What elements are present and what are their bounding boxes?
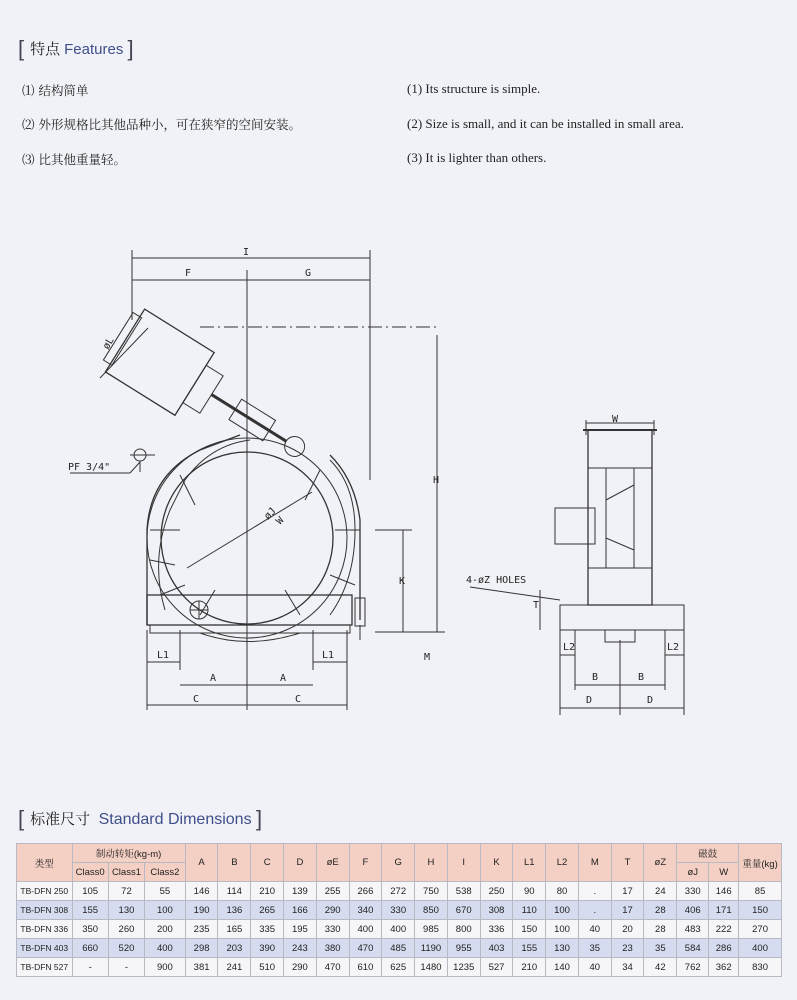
feature-en-2: (2) Size is small, and it can be installed in small area.	[407, 116, 684, 131]
col-header-class1: Class1	[108, 863, 144, 882]
table-cell: 105	[72, 882, 108, 901]
table-cell: 286	[709, 939, 739, 958]
table-cell: 190	[185, 901, 218, 920]
table-cell: 330	[316, 920, 349, 939]
label-C-left: C	[193, 694, 200, 705]
table-cell: 270	[739, 920, 782, 939]
table-cell: 90	[513, 882, 546, 901]
table-cell: 17	[611, 882, 644, 901]
col-header-L2: L2	[546, 844, 579, 882]
dimensions-heading-zh: 标准尺寸	[30, 811, 91, 828]
table-row	[17, 920, 782, 939]
col-header-phiE: øE	[316, 844, 349, 882]
table-cell: .	[578, 901, 611, 920]
feature-zh-3: ⑶ 比其他重量轻。	[22, 152, 126, 167]
table-cell: 483	[677, 920, 709, 939]
label-M: M	[424, 652, 431, 663]
table-row	[17, 958, 782, 977]
label-B-right: B	[638, 672, 645, 683]
table-cell: 381	[185, 958, 218, 977]
label-K: K	[399, 576, 406, 587]
table-cell: 900	[145, 958, 186, 977]
table-cell: 28	[644, 901, 677, 920]
col-header-torque: 制动转矩(kg-m)	[72, 844, 185, 863]
table-row	[17, 882, 782, 901]
label-W-front: W	[274, 515, 287, 528]
table-cell: 235	[185, 920, 218, 939]
dimensions-table-body	[17, 882, 782, 977]
table-cell: 336	[480, 920, 513, 939]
feature-zh-2: ⑵ 外形规格比其他品种小，可在狭窄的空间安装。	[22, 117, 301, 132]
table-cell: 195	[284, 920, 317, 939]
label-H: H	[433, 475, 440, 486]
table-cell: 1235	[447, 958, 480, 977]
col-header-W: W	[709, 863, 739, 882]
label-I: I	[243, 247, 250, 258]
table-cell-model: TB-DFN 403	[17, 939, 73, 958]
label-T: T	[533, 600, 540, 611]
table-cell: 350	[72, 920, 108, 939]
table-cell: 200	[145, 920, 186, 939]
table-cell: 150	[739, 901, 782, 920]
table-cell: 830	[739, 958, 782, 977]
col-header-phiZ: øZ	[644, 844, 677, 882]
brake-technical-drawing	[0, 230, 797, 730]
label-D-left: D	[586, 695, 593, 706]
label-C-right: C	[295, 694, 302, 705]
table-cell: 255	[316, 882, 349, 901]
table-cell: 265	[251, 901, 284, 920]
table-cell: 24	[644, 882, 677, 901]
col-header-F: F	[349, 844, 382, 882]
table-cell: 1480	[415, 958, 448, 977]
table-cell: 40	[578, 958, 611, 977]
table-cell: 272	[382, 882, 415, 901]
table-cell: 625	[382, 958, 415, 977]
table-cell: 80	[546, 882, 579, 901]
table-cell: 670	[447, 901, 480, 920]
table-cell: 510	[251, 958, 284, 977]
table-cell: 35	[644, 939, 677, 958]
table-cell: 538	[447, 882, 480, 901]
col-header-model: 类型	[17, 844, 73, 882]
table-cell: 222	[709, 920, 739, 939]
label-L2-right: L2	[667, 642, 680, 653]
table-cell: 470	[316, 958, 349, 977]
table-cell: 527	[480, 958, 513, 977]
table-cell: 28	[644, 920, 677, 939]
label-holes: 4-øZ HOLES	[466, 575, 527, 586]
table-cell: 335	[251, 920, 284, 939]
table-cell: 40	[578, 920, 611, 939]
label-L1-right: L1	[322, 650, 335, 661]
label-D-right: D	[647, 695, 654, 706]
table-cell: 150	[513, 920, 546, 939]
table-cell: 330	[382, 901, 415, 920]
table-cell: 20	[611, 920, 644, 939]
table-cell: 400	[145, 939, 186, 958]
col-header-G: G	[382, 844, 415, 882]
table-cell: -	[72, 958, 108, 977]
table-cell: 390	[251, 939, 284, 958]
table-cell: 762	[677, 958, 709, 977]
table-cell-model: TB-DFN 308	[17, 901, 73, 920]
table-cell: 308	[480, 901, 513, 920]
table-cell: 610	[349, 958, 382, 977]
table-cell: 260	[108, 920, 144, 939]
table-cell: 243	[284, 939, 317, 958]
table-row	[17, 939, 782, 958]
table-cell: 42	[644, 958, 677, 977]
col-header-K: K	[480, 844, 513, 882]
label-phiL: øL	[101, 335, 117, 352]
table-cell: 130	[546, 939, 579, 958]
table-cell: 72	[108, 882, 144, 901]
table-cell: 35	[578, 939, 611, 958]
table-cell: 100	[145, 901, 186, 920]
col-header-weight: 重量(kg)	[739, 844, 782, 882]
col-header-class0: Class0	[72, 863, 108, 882]
table-cell: 520	[108, 939, 144, 958]
col-header-T: T	[611, 844, 644, 882]
col-header-M: M	[578, 844, 611, 882]
label-pf: PF 3/4"	[68, 462, 111, 473]
table-cell: 241	[218, 958, 251, 977]
table-cell-model: TB-DFN 250	[17, 882, 73, 901]
col-header-class2: Class2	[145, 863, 186, 882]
col-header-B: B	[218, 844, 251, 882]
table-cell: 955	[447, 939, 480, 958]
col-header-phiJ: øJ	[677, 863, 709, 882]
table-cell: 985	[415, 920, 448, 939]
table-cell: 340	[349, 901, 382, 920]
col-header-magnet: 磁鼓	[677, 844, 739, 863]
table-cell: 23	[611, 939, 644, 958]
table-cell: 266	[349, 882, 382, 901]
table-cell: 155	[72, 901, 108, 920]
label-F: F	[185, 268, 192, 279]
table-cell: 100	[546, 920, 579, 939]
col-header-H: H	[415, 844, 448, 882]
table-cell: 85	[739, 882, 782, 901]
table-cell: 17	[611, 901, 644, 920]
table-cell: 114	[218, 882, 251, 901]
table-cell: 470	[349, 939, 382, 958]
table-cell: 290	[316, 901, 349, 920]
col-header-C: C	[251, 844, 284, 882]
table-cell: 140	[546, 958, 579, 977]
table-cell: 166	[284, 901, 317, 920]
table-cell-model: TB-DFN 336	[17, 920, 73, 939]
table-cell: 165	[218, 920, 251, 939]
col-header-L1: L1	[513, 844, 546, 882]
table-cell: 250	[480, 882, 513, 901]
table-cell: 34	[611, 958, 644, 977]
table-cell: 380	[316, 939, 349, 958]
feature-en-1: (1) Its structure is simple.	[407, 81, 541, 96]
dimensions-heading-en: Standard Dimensions	[98, 811, 252, 828]
table-cell: 330	[677, 882, 709, 901]
table-cell: 298	[185, 939, 218, 958]
table-cell-model: TB-DFN 527	[17, 958, 73, 977]
table-row	[17, 901, 782, 920]
label-L1-left: L1	[157, 650, 170, 661]
table-cell: 155	[513, 939, 546, 958]
table-cell: 362	[709, 958, 739, 977]
label-A-left: A	[210, 673, 217, 684]
table-cell: 584	[677, 939, 709, 958]
table-cell: .	[578, 882, 611, 901]
label-A-right: A	[280, 673, 287, 684]
features-heading-en: Features	[64, 41, 124, 58]
table-cell: 110	[513, 901, 546, 920]
table-cell: 171	[709, 901, 739, 920]
table-cell: 55	[145, 882, 186, 901]
table-cell: 400	[349, 920, 382, 939]
table-cell: 1190	[415, 939, 448, 958]
label-phiJ: øJ	[262, 505, 279, 523]
label-G: G	[305, 268, 312, 279]
col-header-D: D	[284, 844, 317, 882]
dimensions-heading: [ 标准尺寸 Standard Dimensions ]	[18, 806, 263, 831]
feature-en-3: (3) It is lighter than others.	[407, 150, 547, 165]
table-cell: 400	[739, 939, 782, 958]
dimensions-table	[16, 843, 782, 977]
table-cell: 290	[284, 958, 317, 977]
table-cell: 750	[415, 882, 448, 901]
table-cell: -	[108, 958, 144, 977]
table-cell: 406	[677, 901, 709, 920]
table-cell: 850	[415, 901, 448, 920]
table-cell: 146	[185, 882, 218, 901]
features-heading-zh: 特点	[30, 41, 61, 58]
features-heading: [ 特点 Features ]	[18, 36, 134, 61]
table-cell: 210	[251, 882, 284, 901]
table-cell: 403	[480, 939, 513, 958]
table-cell: 136	[218, 901, 251, 920]
table-cell: 400	[382, 920, 415, 939]
table-cell: 660	[72, 939, 108, 958]
table-cell: 800	[447, 920, 480, 939]
table-cell: 146	[709, 882, 739, 901]
col-header-I: I	[447, 844, 480, 882]
col-header-A: A	[185, 844, 218, 882]
table-cell: 485	[382, 939, 415, 958]
feature-zh-1: ⑴ 结构简单	[22, 83, 89, 98]
label-L2-left: L2	[563, 642, 576, 653]
table-cell: 139	[284, 882, 317, 901]
table-cell: 130	[108, 901, 144, 920]
label-W-side: W	[612, 414, 619, 425]
label-B-left: B	[592, 672, 599, 683]
table-cell: 100	[546, 901, 579, 920]
table-cell: 203	[218, 939, 251, 958]
table-cell: 210	[513, 958, 546, 977]
